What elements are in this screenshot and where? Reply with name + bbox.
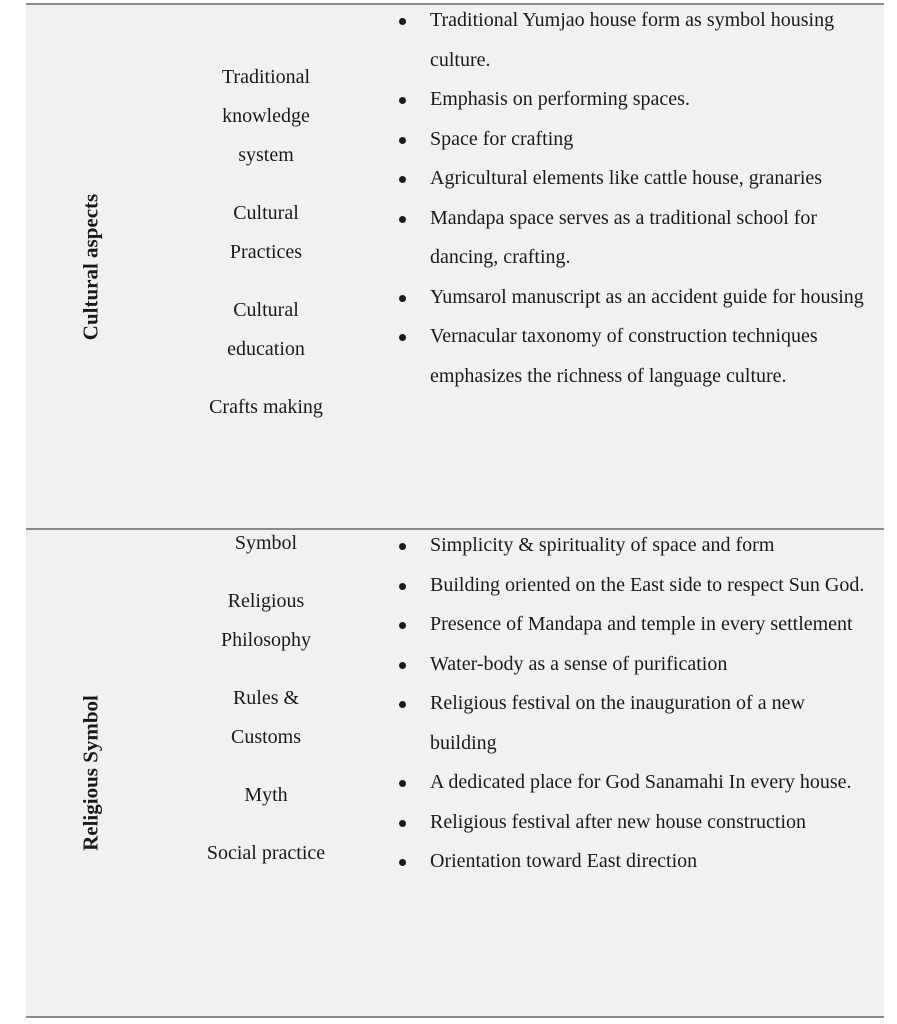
points-list <box>396 526 876 882</box>
bullet-icon <box>399 701 406 708</box>
bullet-icon <box>399 216 406 223</box>
term: Myth <box>244 784 288 806</box>
bullet-icon <box>399 18 406 25</box>
list-item: Religious festival on the inauguration of a new building <box>396 684 876 763</box>
bullet-icon <box>399 622 406 629</box>
bullet-icon <box>399 97 406 104</box>
term: Cultural Practices <box>229 202 303 263</box>
terms-column <box>176 524 356 892</box>
section-label-cell <box>26 5 156 528</box>
term: Rules & Customs <box>230 687 302 748</box>
bullet-icon <box>399 543 406 550</box>
bullet-icon <box>399 176 406 183</box>
list-item: A dedicated place for God Sanamahi In every house. <box>396 763 876 803</box>
list-item: Yumsarol manuscript as an accident guide for housing <box>396 278 876 318</box>
section-cultural-aspects <box>26 5 884 528</box>
term: Religious Philosophy <box>220 590 312 651</box>
term: Crafts making <box>209 396 323 418</box>
list-item: Space for crafting <box>396 120 876 160</box>
bullet-icon <box>399 295 406 302</box>
section-label: Religious Symbol <box>78 695 103 851</box>
term: Social practice <box>206 842 326 864</box>
list-item: Presence of Mandapa and temple in every settlement <box>396 605 876 645</box>
list-item: Mandapa space serves as a traditional school for dancing, crafting. <box>396 199 876 278</box>
bullet-icon <box>399 780 406 787</box>
terms-column <box>176 58 356 446</box>
section-religious-symbol <box>26 530 884 1016</box>
list-item: Traditional Yumjao house form as symbol housing culture. <box>396 1 876 80</box>
list-item: Religious festival after new house construction <box>396 803 876 843</box>
points-list <box>396 1 876 396</box>
list-item: Building oriented on the East side to respect Sun God. <box>396 566 876 606</box>
list-item: Agricultural elements like cattle house, granaries <box>396 159 876 199</box>
list-item: Orientation toward East direction <box>396 842 876 882</box>
bullet-icon <box>399 859 406 866</box>
list-item: Water-body as a sense of purification <box>396 645 876 685</box>
section-label: Cultural aspects <box>78 193 103 340</box>
section-label-cell <box>26 530 156 1016</box>
table-bottom-rule <box>26 1016 884 1018</box>
bullet-icon <box>399 583 406 590</box>
term: Symbol <box>234 532 298 554</box>
term: Cultural education <box>227 299 305 360</box>
bullet-icon <box>399 334 406 341</box>
list-item: Emphasis on performing spaces. <box>396 80 876 120</box>
bullet-icon <box>399 820 406 827</box>
list-item: Vernacular taxonomy of construction techniques emphasizes the richness of language culture. <box>396 317 876 396</box>
term: Traditional knowledge system <box>221 66 311 166</box>
bullet-icon <box>399 137 406 144</box>
bullet-icon <box>399 662 406 669</box>
list-item: Simplicity & spirituality of space and form <box>396 526 876 566</box>
